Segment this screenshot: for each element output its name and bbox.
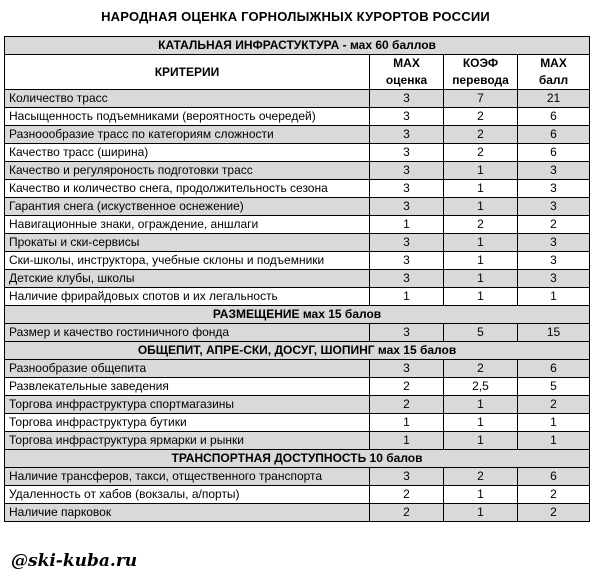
rating-table-body	[5, 37, 590, 522]
criterion-name: Разноообразие трасс по категориям сложности	[5, 126, 370, 144]
max-score-cell: 3	[370, 468, 444, 486]
max-ball-cell: 2	[518, 504, 590, 522]
column-header-coef-line2: перевода	[452, 73, 509, 87]
table-row	[5, 396, 590, 414]
max-ball-cell: 3	[518, 162, 590, 180]
criterion-name: Детские клубы, школы	[5, 270, 370, 288]
max-score-cell: 1	[370, 216, 444, 234]
max-ball-cell: 6	[518, 360, 590, 378]
table-row	[5, 162, 590, 180]
criterion-name: Качество и количество снега, продолжительность сезона	[5, 180, 370, 198]
column-header-criteria: КРИТЕРИИ	[5, 55, 370, 90]
max-score-cell: 3	[370, 270, 444, 288]
max-ball-cell: 6	[518, 468, 590, 486]
max-ball-cell: 1	[518, 288, 590, 306]
table-row	[5, 108, 590, 126]
table-row	[5, 414, 590, 432]
column-header-max-score	[370, 55, 444, 90]
coef-cell: 1	[444, 432, 518, 450]
page-title: НАРОДНАЯ ОЦЕНКА ГОРНОЛЫЖНЫХ КУРОРТОВ РОССИИ	[101, 9, 490, 24]
max-ball-cell: 5	[518, 378, 590, 396]
table-row	[5, 198, 590, 216]
coef-cell: 5	[444, 324, 518, 342]
section-title: ОБЩЕПИТ, АПРЕ-СКИ, ДОСУГ, ШОПИНГ мах 15 балов	[5, 342, 590, 360]
coef-cell: 1	[444, 180, 518, 198]
max-ball-cell: 2	[518, 396, 590, 414]
table-row	[5, 486, 590, 504]
criterion-name: Разнообразие общепита	[5, 360, 370, 378]
table-row	[5, 360, 590, 378]
max-score-cell: 3	[370, 234, 444, 252]
max-score-cell: 3	[370, 126, 444, 144]
max-score-cell: 1	[370, 288, 444, 306]
max-score-cell: 3	[370, 108, 444, 126]
coef-cell: 1	[444, 288, 518, 306]
section-header-row	[5, 37, 590, 55]
table-row	[5, 378, 590, 396]
table-row	[5, 90, 590, 108]
criterion-name: Наличие парковок	[5, 504, 370, 522]
table-row	[5, 180, 590, 198]
max-score-cell: 2	[370, 504, 444, 522]
table-row	[5, 126, 590, 144]
column-header-max-ball-line1: MAX	[540, 56, 567, 70]
max-ball-cell: 3	[518, 180, 590, 198]
rating-table	[4, 36, 590, 522]
column-header-coef-line1: КОЭФ	[462, 56, 499, 70]
criterion-name: Торгова инфраструктура бутики	[5, 414, 370, 432]
max-ball-cell: 21	[518, 90, 590, 108]
section-header-row	[5, 342, 590, 360]
criterion-name: Размер и качество гостиничного фонда	[5, 324, 370, 342]
criterion-name: Качество трасс (ширина)	[5, 144, 370, 162]
max-ball-cell: 6	[518, 126, 590, 144]
max-score-cell: 2	[370, 378, 444, 396]
criterion-name: Развлекательные заведения	[5, 378, 370, 396]
table-row	[5, 216, 590, 234]
max-score-cell: 3	[370, 180, 444, 198]
column-header-row	[5, 55, 590, 90]
table-row	[5, 468, 590, 486]
max-ball-cell: 6	[518, 144, 590, 162]
max-score-cell: 3	[370, 252, 444, 270]
criterion-name: Ски-школы, инструктора, учебные склоны и подъемники	[5, 252, 370, 270]
table-row	[5, 234, 590, 252]
coef-cell: 2	[444, 360, 518, 378]
column-header-max-ball-line2: балл	[538, 73, 569, 87]
coef-cell: 1	[444, 504, 518, 522]
max-score-cell: 2	[370, 486, 444, 504]
max-ball-cell: 3	[518, 270, 590, 288]
column-header-max-ball	[518, 55, 590, 90]
watermark-logo: @ski-kuba.ru	[8, 551, 140, 571]
criterion-name: Навигационные знаки, ограждение, аншлаги	[5, 216, 370, 234]
max-ball-cell: 3	[518, 252, 590, 270]
max-ball-cell: 2	[518, 486, 590, 504]
criterion-name: Прокаты и ски-сервисы	[5, 234, 370, 252]
coef-cell: 2	[444, 144, 518, 162]
max-score-cell: 1	[370, 432, 444, 450]
column-header-max-score-line2: оценка	[385, 73, 428, 87]
max-score-cell: 2	[370, 396, 444, 414]
column-header-coef	[444, 55, 518, 90]
criterion-name: Гарантия снега (искуственное оснежение)	[5, 198, 370, 216]
coef-cell: 1	[444, 252, 518, 270]
criterion-name: Количество трасс	[5, 90, 370, 108]
coef-cell: 1	[444, 270, 518, 288]
max-score-cell: 3	[370, 198, 444, 216]
table-row	[5, 270, 590, 288]
table-row	[5, 324, 590, 342]
max-ball-cell: 1	[518, 414, 590, 432]
max-ball-cell: 3	[518, 234, 590, 252]
column-header-max-score-line1: MAX	[393, 56, 420, 70]
coef-cell: 1	[444, 198, 518, 216]
section-header-row	[5, 450, 590, 468]
max-ball-cell: 1	[518, 432, 590, 450]
coef-cell: 2,5	[444, 378, 518, 396]
criterion-name: Торгова инфраструктура спортмагазины	[5, 396, 370, 414]
section-title: РАЗМЕЩЕНИЕ мах 15 балов	[5, 306, 590, 324]
section-header-row	[5, 306, 590, 324]
criterion-name: Качество и регуляроность подготовки трасс	[5, 162, 370, 180]
criterion-name: Удаленность от хабов (вокзалы, а/порты)	[5, 486, 370, 504]
criterion-name: Насыщенность подъемниками (вероятность очередей)	[5, 108, 370, 126]
section-title: КАТАЛЬНАЯ ИНФРАСТУКТУРА - мах 60 баллов	[5, 37, 590, 55]
table-row	[5, 144, 590, 162]
coef-cell: 1	[444, 396, 518, 414]
max-score-cell: 3	[370, 360, 444, 378]
section-title: ТРАНСПОРТНАЯ ДОСТУПНОСТЬ 10 балов	[5, 450, 590, 468]
coef-cell: 1	[444, 234, 518, 252]
coef-cell: 2	[444, 108, 518, 126]
coef-cell: 1	[444, 486, 518, 504]
max-ball-cell: 6	[518, 108, 590, 126]
max-ball-cell: 15	[518, 324, 590, 342]
max-ball-cell: 2	[518, 216, 590, 234]
coef-cell: 7	[444, 90, 518, 108]
table-row	[5, 504, 590, 522]
coef-cell: 1	[444, 414, 518, 432]
max-score-cell: 3	[370, 144, 444, 162]
table-row	[5, 432, 590, 450]
table-row	[5, 288, 590, 306]
coef-cell: 1	[444, 162, 518, 180]
coef-cell: 2	[444, 126, 518, 144]
max-score-cell: 3	[370, 162, 444, 180]
table-row	[5, 252, 590, 270]
coef-cell: 2	[444, 216, 518, 234]
criterion-name: Торгова инфраструктура ярмарки и рынки	[5, 432, 370, 450]
max-ball-cell: 3	[518, 198, 590, 216]
criterion-name: Наличие трансферов, такси, отщественного транспорта	[5, 468, 370, 486]
criterion-name: Наличие фрирайдовых спотов и их легальность	[5, 288, 370, 306]
max-score-cell: 1	[370, 414, 444, 432]
coef-cell: 2	[444, 468, 518, 486]
max-score-cell: 3	[370, 324, 444, 342]
max-score-cell: 3	[370, 90, 444, 108]
